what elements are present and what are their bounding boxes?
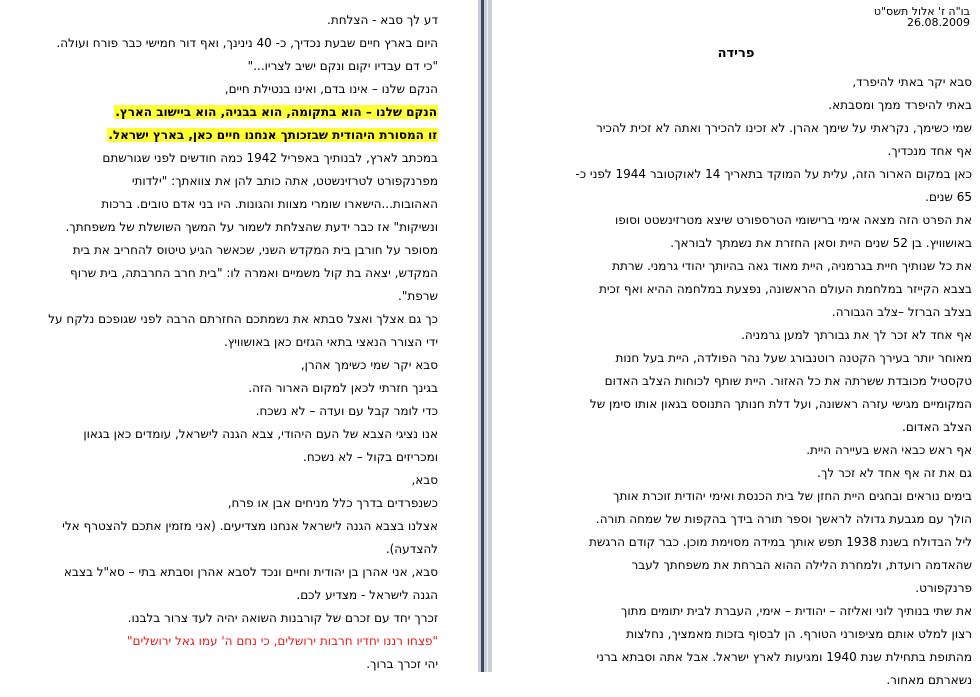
text-line: נשארתם מאחור. bbox=[886, 673, 972, 687]
text-line: שמי כשימך, נקראתי על שימך אהרן. לא זכינו להכירך ואתה לא זכית להכיר bbox=[596, 121, 972, 135]
text-line: מהתופת בתחילת שנת 1940 ומגיעות לארץ ישראל. אבל אתה וסבתא ברני bbox=[596, 650, 972, 664]
text-line: כאן במקום הארור הזה, עלית על המוקד בתאריך 14 לאוקטובר 1944 לפני כ- bbox=[575, 167, 972, 181]
text-line: בגינך חזרתי לכאן למקום הארור הזה. bbox=[248, 381, 438, 395]
divider-highlight bbox=[487, 0, 488, 672]
text-line: את כל שנותיך חיית בגרמניה, היית מאוד גאה בהיותך יהודי גרמני. שרתת bbox=[612, 259, 972, 273]
text-line: סבא, bbox=[411, 473, 438, 487]
text-line: הגנה לישראל - מצדיע לכם. bbox=[296, 588, 438, 602]
text-line: "כי דם עבדיו יקום ונקם ישיב לצריו..." bbox=[247, 59, 438, 73]
document-page-left bbox=[0, 0, 478, 672]
text-line: סבא יקר שמי כשימך אהרן, bbox=[300, 358, 438, 372]
text-line: כדי לומר קבל עם ועדה – לא נשכח. bbox=[255, 404, 438, 418]
text-line: רצון למלט אותם מציפורני הטורף. הן לבסוף בזכות מאמציך, נחלצות bbox=[626, 627, 972, 641]
text-line: באתי להיפרד ממך ומסבתא. bbox=[828, 98, 972, 112]
text-line: האהובות...הישארו שומרי מצוות והגונות. היו בני אדם טובים. ברכות bbox=[101, 197, 438, 211]
text-line: מפרנקפורט לטרזינשטט, אתה כותב להן את צוואתך: "ילדותי bbox=[131, 174, 438, 188]
text-line: סבא יקר באתי להיפרד, bbox=[852, 75, 972, 89]
highlight: הנקם שלנו – הוא בתקומה, הוא בבניה, הוא ביישוב הארץ. bbox=[115, 105, 437, 119]
text-line: מאוחר יותר בעירך הקטנה רוטנבורג שעל נהר הפולדה, היית בעל חנות bbox=[615, 351, 972, 365]
text-line: דע לך סבא - הצלחת. bbox=[327, 13, 438, 27]
page-left-text bbox=[14, 14, 438, 681]
text-line: 65 שנים. bbox=[925, 190, 972, 204]
text-line: שרפת". bbox=[398, 289, 438, 303]
text-line: כשנפרדים בדרך כלל מניחים אבן או פרח, bbox=[227, 496, 438, 510]
text-line: ומכריזים בקול – לא נשכח. bbox=[303, 450, 438, 464]
text-line: כך גם אצלך ואצל סבתא את נשמתכם החזרתם הרבה לפני שגופכם נלקח על bbox=[48, 312, 438, 326]
text-line: ידי הצורר הנאצי בתאי הגזים כאן באושוויץ. bbox=[223, 335, 438, 349]
text-line: אף ראש כבאי האש בעיירה היית. bbox=[806, 443, 972, 457]
text-line: במכתב לארץ, לבנותיך באפריל 1942 כמה חודשים לפני שגורשתם bbox=[102, 151, 438, 165]
text-line: אנו נציגי הצבא של העם היהודי, צבא הגנה לישראל, עומדים כאן בגאון bbox=[83, 427, 438, 441]
highlighted-line bbox=[14, 106, 438, 119]
date-gregorian: 26.08.2009 bbox=[907, 16, 970, 29]
divider-line bbox=[481, 0, 484, 672]
highlight: זו המסורת היהודית שבזכותך אנחנו חיים כאן, בארץ ישראל. bbox=[108, 128, 437, 142]
text-line: סבא, אני אהרן בן יהודית וחיים ונכד לסבא אהרן וסבתא בתי – סא"ל בצבא bbox=[63, 565, 438, 579]
text-line: יהי זכרך ברוך. bbox=[366, 657, 438, 671]
text-line: בצבא הקייזר במלחמת העולם הראשונה, נפצעת במלחמה ההיא ואף זכית bbox=[598, 282, 972, 296]
text-line: הולך עם מגבעת גדולה לראשך וספר תורה בידך בהקפות של שמחה תורה. bbox=[595, 512, 972, 526]
text-line: ליל הבדולח בשנת 1938 תפש אותך במידה מסוימת מוכן. כבר קודם הרגשת bbox=[589, 535, 972, 549]
text-line: ונשיקות" אז כבר ידעת שהצלחת לשמור על המשך השושלת של משפחתך. bbox=[65, 220, 438, 234]
text-line: זכרך יחד עם זכרם של קורבנות השואה יהיה לעד צרור בלבנו. bbox=[127, 611, 438, 625]
text-line: בצלב הברזל –צלב הגבורה. bbox=[831, 305, 972, 319]
text-line: מסופר על חורבן בית המקדש השני, שכאשר הגיע טיטוס להחריב את בית bbox=[72, 243, 438, 257]
document-page-right bbox=[492, 0, 980, 687]
text-line: אף אחד לא זכר לך את גבורתך למען גרמניה. bbox=[741, 328, 972, 342]
text-line: גם את זה אף אחד לא זכר לך. bbox=[817, 466, 972, 480]
page-divider bbox=[478, 0, 492, 672]
text-line: פרנקפורט. bbox=[915, 581, 972, 595]
text-line: היום בארץ חיים שבעת נכדיך, כ- 40 נינינך, ואף דור חמישי כבר פורח ועולה. bbox=[56, 36, 438, 50]
text-line: את הפרט הזה מצאה אימי ברישומי הטרספורט שיצא מטרזינשטט וסופו bbox=[615, 213, 972, 227]
text-line: להצדעה). bbox=[385, 542, 438, 556]
text-line: באושוויץ. בן 52 שנים היית וסאן החזרת את נשמתך לבוראך. bbox=[670, 236, 972, 250]
text-line: אף אחד מנכדיך. bbox=[887, 144, 972, 158]
text-line: בימים נוראים ובחגים היית החזן של בית הכנסת ואימי יהודית זוכרת אותך bbox=[613, 489, 972, 503]
quote-line-red: "פצחו רננו יחדיו חרבות ירושלים, כי נחם ה' עמו גאל ירושלים" bbox=[127, 634, 438, 648]
date-hebrew: בו"ה ז' אלול תשס"ט bbox=[873, 5, 970, 18]
text-line: טקסטיל מכובדת ששרתה את כל האזור. היית שותף לכוחות הצלב האדום bbox=[604, 374, 972, 388]
text-line: שהאדמה רועדת, ולמחרת הלילה ההוא הברחת את משפחתך לעבר bbox=[631, 558, 972, 572]
page-right-text bbox=[506, 76, 972, 697]
text-line: את שתי בנותיך לוני ואליזה – יהודית – אימי, העברת לבית יתומים מתוך bbox=[620, 604, 972, 618]
text-line: המקומיים מגישי עזרה ראשונה, ועל דלת חנותך התנוסס בגאון אותו סימן של bbox=[589, 397, 972, 411]
text-line: אצלנו בצבא הגנה לישראל אנחנו מצדיעים. (אני מזמין אתכם להצטרף אלי bbox=[62, 519, 438, 533]
date-header bbox=[492, 6, 970, 28]
highlighted-line bbox=[14, 129, 438, 142]
text-line: המקדש, יצאה בת קול משמיים ואמרה לו: "בית חרב החרבתה, בית שרוף bbox=[70, 266, 438, 280]
text-line: הצלב האדום. bbox=[902, 420, 972, 434]
text-line: הנקם שלנו – אינו בדם, ואינו בנטילת חיים, bbox=[224, 82, 438, 96]
page-title: פרידה bbox=[717, 46, 755, 61]
